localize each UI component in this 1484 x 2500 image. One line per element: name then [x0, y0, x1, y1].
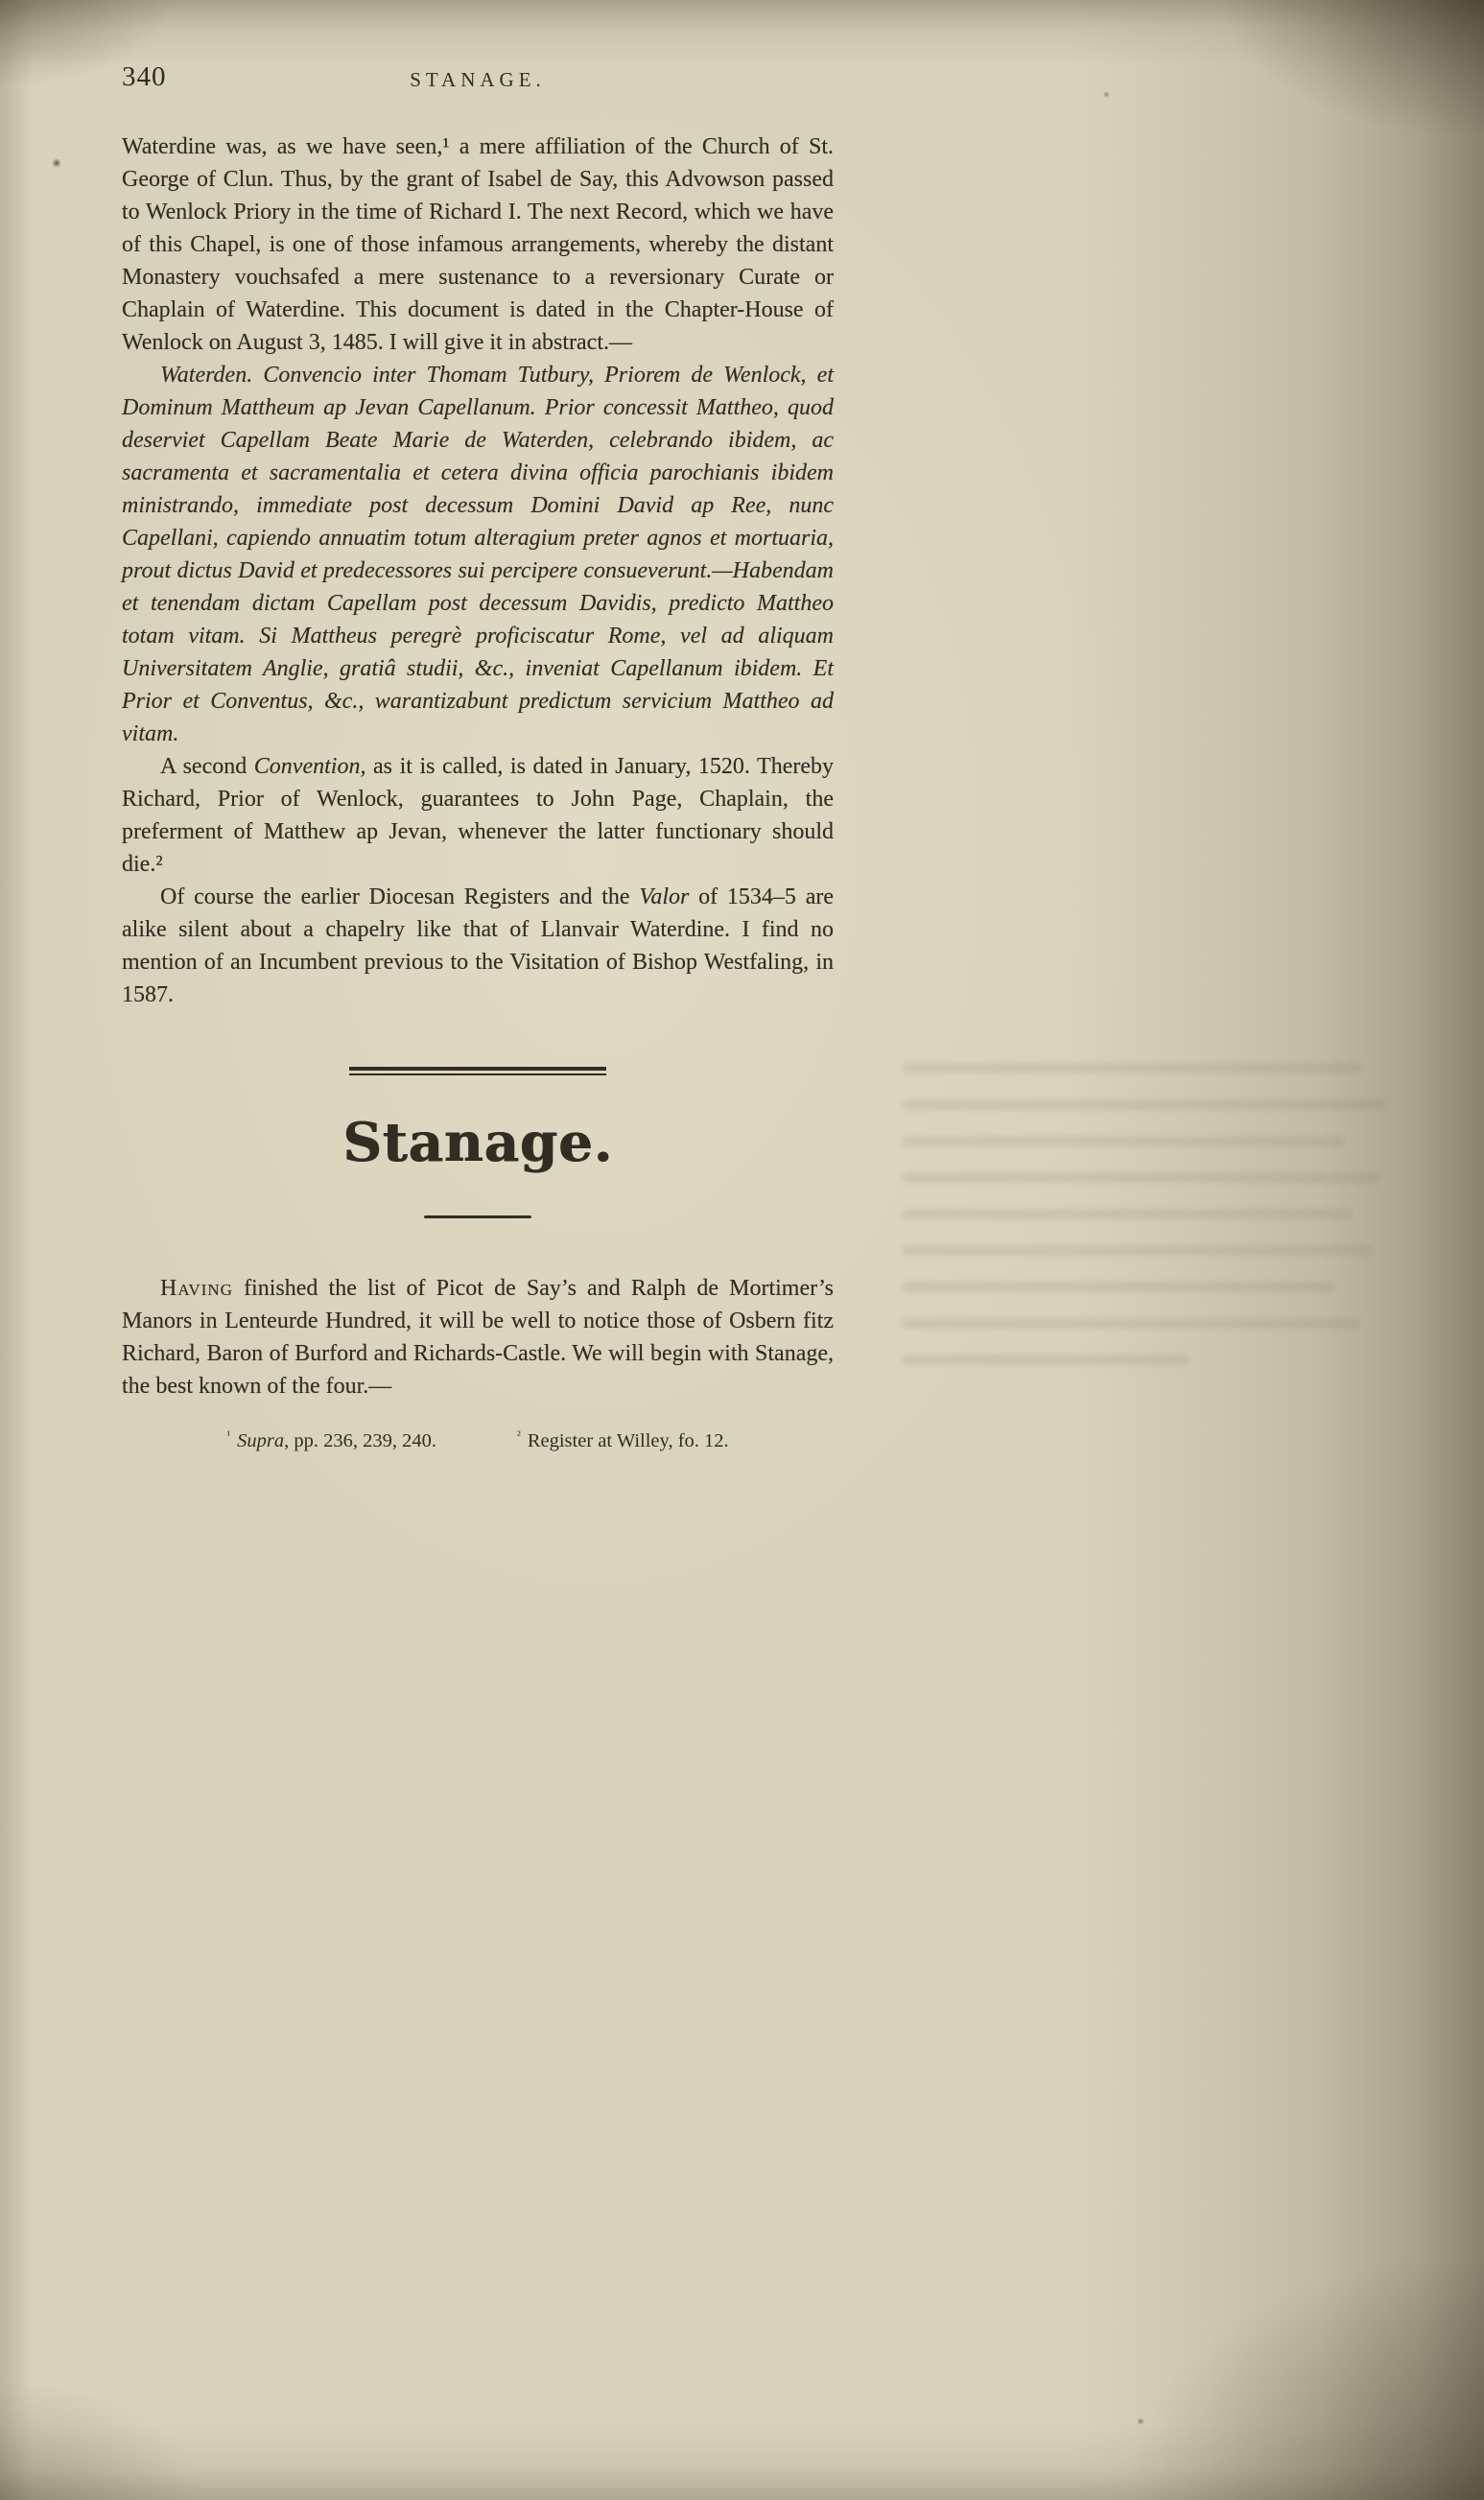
footnote-2-marker: ² [517, 1428, 521, 1442]
footnote-1-text: Supra, pp. 236, 239, 240. [237, 1429, 437, 1451]
ink-speck [1137, 2417, 1144, 2425]
paragraph-second-convention: A second Convention, as it is called, is dated in January, 1520. Thereby Richard, Prior of Wenlock, guarantees to John Page, Chaplain, the preferment of Matthew ap Jevan, whenever the latter functionary should die.² [122, 754, 834, 877]
show-through-line [902, 1355, 1190, 1365]
running-title: STANAGE. [410, 68, 546, 91]
text-block [122, 61, 834, 1452]
show-through-line [902, 1282, 1335, 1292]
show-through-texture [902, 1063, 1420, 1391]
ink-speck [52, 158, 61, 168]
paragraph-having-finished: Having finished the list of Picot de Say’s and Ralph de Mortimer’s Manors in Lenteurde Hundred, it will be well to notice those of Osbern fitz Richard, Baron of Burford and Richards-Castle. We will begin with Stanage, the best known of the four.— [122, 1276, 834, 1399]
paragraph-waterdine: Waterdine was, as we have seen,¹ a mere affiliation of the Church of St. George of Clun. Thus, by the grant of Isabel de Say, this Advowson passed to Wenlock Priory in the time of Richard I. The next Record, which we have of this Chapel, is one of those infamous arrangements, whereby the distant Monastery vouchsafed a mere sustenance to a reversionary Curate or Chaplain of Waterdine. This document is dated in the Chapter-House of Wenlock on August 3, 1485. I will give it in abstract.— [122, 134, 834, 355]
paragraph-latin-convention: Waterden. Convencio inter Thomam Tutbury, Priorem de Wenlock, et Dominum Mattheum ap Jevan Capellanum. Prior concessit Mattheo, quod deserviet Capellam Beate Marie de Waterden, celebrando ibidem, ac sacramenta et sacramentalia et cetera divina officia parochianis ibidem ministrando, immediate post decessum Domini David ap Ree, nunc Capellani, capiendo annuatim totum alteragium preter agnos et mortuaria, prout dictus David et predecessores sui percipere consueverunt.—Habendam et tenendam dictam Capellam post decessum Davidis, predicto Mattheo totam vitam. Si Mattheus peregrè proficiscatur Rome, vel ad aliquam Universitatem Anglie, gratiâ studii, &c., inveniat Capellanum ibidem. Et Prior et Conventus, &c., warantizabunt predictum servicium Mattheo ad vitam. [122, 363, 834, 746]
ink-speck [1103, 91, 1110, 98]
show-through-line [902, 1063, 1362, 1073]
footnote-1-marker: ¹ [226, 1428, 231, 1442]
show-through-line [902, 1136, 1345, 1146]
short-divider-rule [424, 1215, 531, 1218]
page-number: 340 [122, 61, 167, 92]
show-through-line [902, 1245, 1372, 1256]
show-through-line [902, 1172, 1379, 1183]
show-through-line [902, 1099, 1386, 1110]
page-header [122, 61, 834, 100]
section-heading-stanage: Stanage. [342, 1111, 613, 1174]
footnote-1 [226, 1428, 436, 1452]
section-divider-double-rule [349, 1067, 606, 1075]
footnote-2-text: Register at Willey, fo. 12. [527, 1429, 729, 1451]
paragraph-valor-registers: Of course the earlier Diocesan Registers and the Valor of 1534–5 are alike silent about a chapelry like that of Llanvair Waterdine. I find no mention of an Incumbent previous to the Visitation of Bishop Westfaling, in 1587. [122, 884, 834, 1007]
footnote-2 [517, 1428, 729, 1452]
show-through-line [902, 1318, 1360, 1329]
footnotes [122, 1428, 834, 1452]
show-through-line [902, 1209, 1353, 1219]
